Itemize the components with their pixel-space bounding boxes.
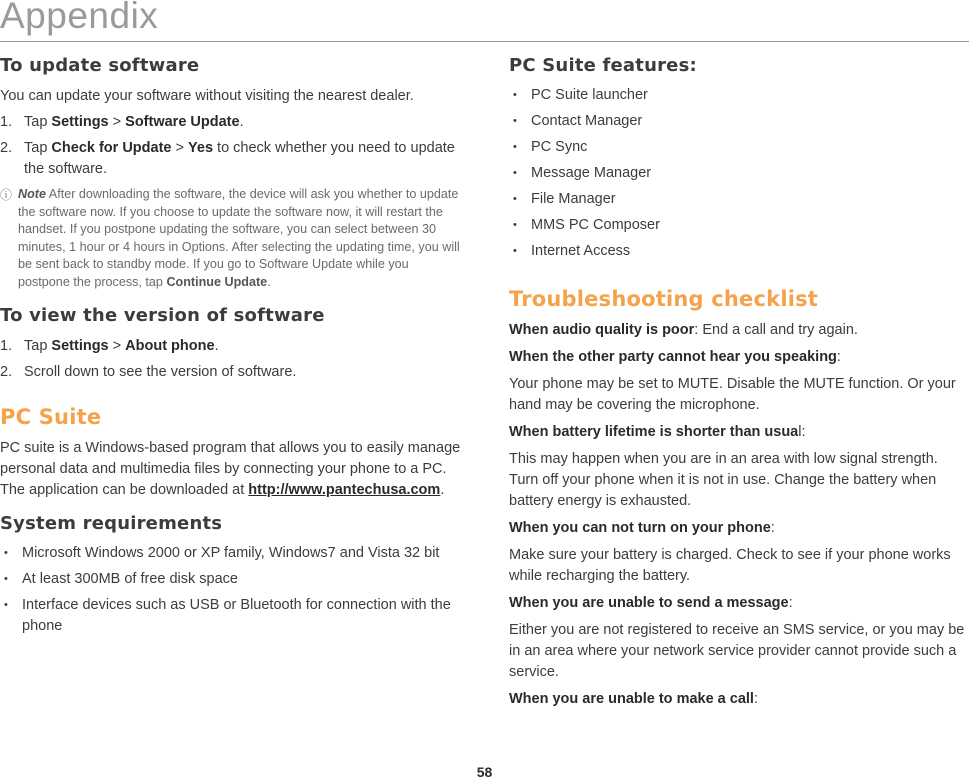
trouble-item-audio — [509, 320, 967, 341]
list-item: • File Manager — [509, 189, 967, 210]
update-steps — [0, 112, 462, 180]
trouble-q-colon: : — [788, 595, 793, 611]
step-number: 2. — [0, 140, 13, 156]
trouble-q-title: When the other party cannot hear you speaking — [509, 349, 837, 365]
trouble-q-title: When you can not turn on your phone — [509, 520, 771, 536]
pc-suite-features-heading: PC Suite features: — [509, 55, 697, 76]
version-step-1 — [0, 336, 462, 357]
trouble-answer: Make sure your battery is charged. Check to see if your phone works while recharging the battery. — [509, 547, 951, 584]
menu-settings: Settings — [51, 114, 109, 130]
step-text: Tap — [24, 140, 52, 156]
trouble-answer: Either you are not registered to receive an SMS service, or you may be in an area where your network service provider cannot provide such a service. — [509, 622, 965, 680]
pc-suite-end: . — [440, 482, 445, 498]
trouble-q-colon: : — [770, 520, 775, 536]
pc-suite-heading: PC Suite — [0, 405, 102, 429]
page-number: 58 — [476, 764, 493, 780]
trouble-item-turn-on — [509, 518, 967, 539]
trouble-item-battery — [509, 422, 967, 443]
note-text: After downloading the software, the device will ask you whether to update the software now. If you choose to update the software now, it will restart the handset. If you postpone updating the software, you can select between 30 minutes, 1 hour or 4 hours in Options. After selecting the updating time, you will be sent back to standby mode. If you go to Software Update while you postpone the process, tap — [18, 187, 460, 289]
trouble-q-colon: l: — [798, 424, 806, 440]
trouble-item-hear — [509, 347, 967, 368]
step-text: Scroll down to see the version of software. — [24, 364, 297, 380]
note-continue-update: Continue Update — [166, 274, 268, 289]
list-item: • At least 300MB of free disk space — [0, 569, 462, 590]
trouble-item-make-call — [509, 689, 967, 710]
menu-check-for-update: Check for Update — [51, 140, 172, 156]
trouble-q-title: When you are unable to send a message — [509, 595, 789, 611]
menu-settings: Settings — [51, 338, 109, 354]
trouble-q-inline: : End a call and try again. — [694, 322, 858, 338]
trouble-q-colon: : — [836, 349, 841, 365]
list-item: • Contact Manager — [509, 111, 967, 132]
trouble-answer: Your phone may be set to MUTE. Disable the MUTE function. Or your hand may be covering the microphone. — [509, 376, 956, 413]
troubleshooting-heading: Troubleshooting checklist — [509, 287, 819, 311]
step-text: Tap — [24, 338, 52, 354]
step-number: 1. — [0, 114, 13, 130]
step-sep: > — [108, 338, 126, 354]
trouble-q-colon: : — [753, 691, 758, 707]
menu-yes: Yes — [188, 140, 214, 156]
pc-suite-body — [0, 438, 462, 501]
version-steps — [0, 336, 462, 383]
list-item: • Internet Access — [509, 241, 967, 262]
step-text-end: . — [239, 114, 244, 130]
system-requirements-list — [0, 543, 462, 637]
pc-suite-text: PC suite is a Windows-based program that allows you to easily manage personal data and multimedia files by connecting your phone to a PC. The application can be downloaded at — [0, 440, 461, 498]
list-item: • MMS PC Composer — [509, 215, 967, 236]
pc-suite-features-list — [509, 85, 967, 262]
trouble-answer: This may happen when you are in an area with low signal strength. Turn off your phone when it is not in use. Change the battery when battery energy is exhausted. — [509, 451, 938, 509]
trouble-q-title: When you are unable to make a call — [509, 691, 754, 707]
step-number: 2. — [0, 364, 13, 380]
info-icon: ⓘ — [0, 188, 13, 202]
trouble-q-title: When audio quality is poor — [509, 322, 695, 338]
update-step-2 — [0, 138, 462, 180]
step-text-end: to check whether you need to update the software. — [24, 140, 455, 177]
list-item: • Interface devices such as USB or Bluetooth for connection with the phone — [0, 595, 462, 637]
list-item: • PC Suite launcher — [509, 85, 967, 106]
menu-about-phone: About phone — [125, 338, 215, 354]
step-number: 1. — [0, 338, 13, 354]
note-label: Note — [18, 187, 46, 201]
list-item: • PC Sync — [509, 137, 967, 158]
right-column — [509, 52, 967, 710]
trouble-item-send-message — [509, 593, 967, 614]
trouble-q-title: When battery lifetime is shorter than usua — [509, 424, 799, 440]
list-item: • Message Manager — [509, 163, 967, 184]
view-version-heading: To view the version of software — [0, 305, 325, 326]
pantech-link[interactable]: http://www.pantechusa.com — [248, 482, 441, 498]
header-divider — [0, 41, 969, 42]
update-step-1 — [0, 112, 462, 133]
update-software-heading: To update software — [0, 55, 200, 76]
step-sep: > — [108, 114, 126, 130]
left-column — [0, 52, 462, 637]
step-text-end: . — [214, 338, 219, 354]
system-requirements-heading: System requirements — [0, 513, 223, 534]
update-intro: You can update your software without visiting the nearest dealer. — [0, 88, 414, 104]
note-end: . — [267, 274, 271, 289]
step-text: Tap — [24, 114, 52, 130]
list-item: • Microsoft Windows 2000 or XP family, Windows7 and Vista 32 bit — [0, 543, 462, 564]
update-note — [0, 186, 462, 291]
version-step-2 — [0, 362, 462, 383]
step-sep: > — [171, 140, 189, 156]
page-title: Appendix — [0, 0, 159, 36]
menu-software-update: Software Update — [125, 114, 240, 130]
